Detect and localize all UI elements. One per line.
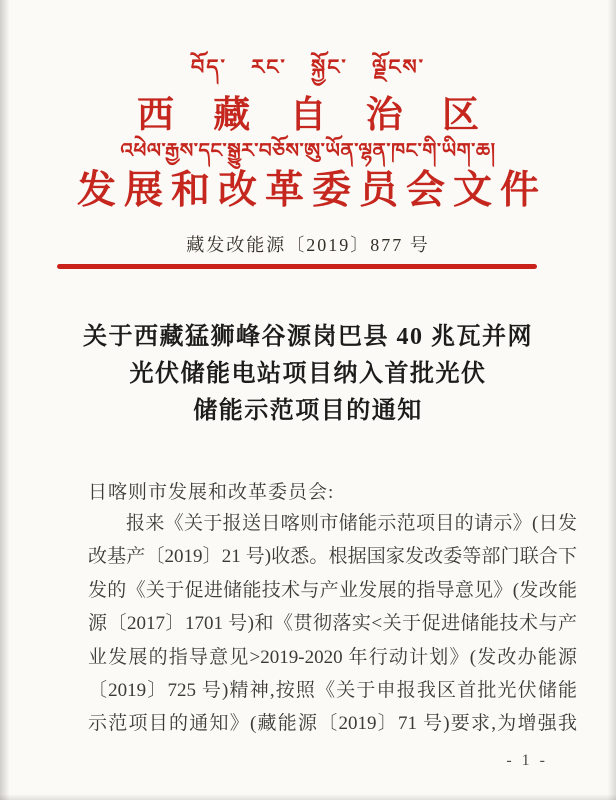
paragraph-line: 源〔2017〕1701 号)和《贯彻落实<关于促进储能技术与产	[88, 613, 577, 635]
paragraph-line: 报来《关于报送日喀则市储能示范项目的请示》(日发	[126, 513, 577, 534]
letterhead-tibetan-region-line: བོད་ རང་ སྐྱོང་ ལྗོངས་	[190, 55, 426, 79]
document-title	[0, 319, 616, 430]
document-title-line: 关于西藏猛狮峰谷源岗巴县 40 兆瓦并网	[83, 324, 533, 350]
page-number: - 1 -	[506, 752, 548, 769]
document-reference-number: 藏发改能源〔2019〕877 号	[186, 235, 430, 255]
letterhead-agency-name: 发展和改革委员会文件	[76, 169, 547, 212]
letterhead-region-name: 西 藏 自 治 区	[137, 95, 494, 136]
document-title-line: 储能示范项目的通知	[193, 398, 423, 424]
paragraph-line: 业发展的指导意见>2019-2020 年行动计划》(发改办能源	[88, 646, 577, 668]
paragraph-line: 改基产〔2019〕21 号)收悉。根据国家发改委等部门联合下	[88, 546, 577, 568]
letterhead-tibetan-agency-line: འཕེལ་རྒྱས་དང་སྒྱུར་བཅོས་ཨུ་ཡོན་ལྷན་ཁང་གི་ཡིག་ཆ།	[120, 140, 496, 162]
body-paragraph	[88, 507, 577, 741]
paragraph-line: 发的《关于促进储能技术与产业发展的指导意见》(发改能	[88, 579, 577, 601]
salutation-addressee: 日喀则市发展和改革委员会:	[88, 482, 335, 503]
letterhead-red-separator-line	[57, 264, 537, 269]
paragraph-line: 示范项目的通知》(藏能源〔2019〕71 号)要求,为增强我	[88, 713, 577, 735]
paragraph-line: 〔2019〕725 号)精神,按照《关于申报我区首批光伏储能	[88, 679, 577, 701]
document-title-line: 光伏储能电站项目纳入首批光伏	[129, 361, 487, 387]
scan-edge-shadow-bottom	[0, 794, 616, 800]
